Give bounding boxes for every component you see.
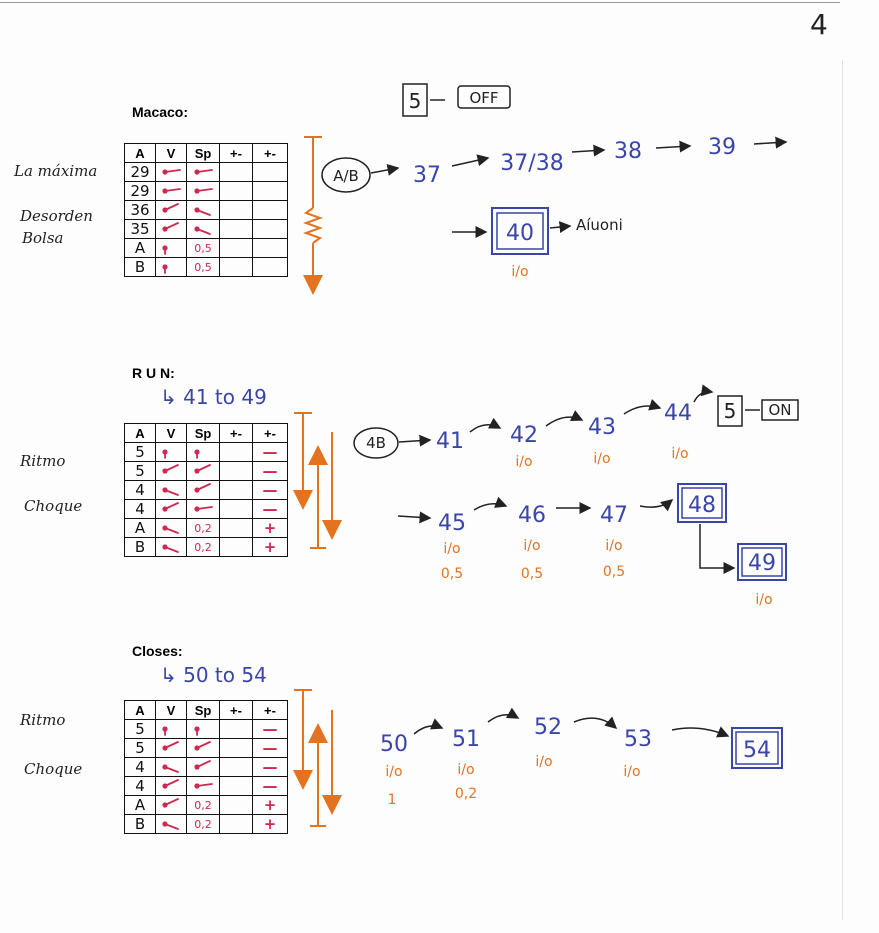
cell-a: 4 [125,481,156,500]
flow-start: 4B [366,434,386,452]
cell-sp: 0,5 [187,239,220,258]
cell-pm-2: — [253,500,288,519]
flow-node: 53 [624,727,652,752]
section-title-macaco: Macaco: [132,104,189,120]
flow-node: 39 [708,135,736,160]
flow-node: 44 [664,401,692,426]
section-title-closes: Closes: [132,643,183,659]
left-note: Choque [24,497,83,515]
flow-node: 46 [518,503,546,528]
column-header: V [156,424,187,443]
flow-label: i/o [535,754,553,770]
cell-pm-2: — [253,739,288,758]
flow-label: i/o [755,592,773,608]
cell-a: 5 [125,462,156,481]
flow-value: 0,5 [520,566,544,582]
cell-a: 29 [125,163,156,182]
cell-pm-2: + [253,815,288,834]
flow-node: 45 [438,511,466,536]
flow-node: 50 [380,732,408,757]
section-subtitle-closes: ↳ 50 to 54 [160,663,267,687]
flow-label: i/o [385,764,403,780]
flow-node: 37 [413,163,441,188]
column-header: +- [253,701,288,720]
box-label: ON [768,401,792,419]
left-note: La máxima [14,162,98,180]
left-note: Ritmo [20,452,66,470]
flow-node: 41 [436,429,464,454]
cell-a: 29 [125,182,156,201]
box-label: OFF [469,89,499,107]
column-header: Sp [187,424,220,443]
cell-pm-2: — [253,758,288,777]
orange-range-bar-run [294,413,332,548]
column-header: A [125,701,156,720]
cell-a: A [125,239,156,258]
section-title-run: R U N: [132,365,175,381]
flow-node-boxed: 49 [748,551,776,576]
flow-node-boxed: 40 [506,221,534,246]
flow-value: 0,5 [602,564,626,580]
flow-note: Aíuoni [576,216,623,234]
cell-a: B [125,258,156,277]
cell-a: 4 [125,758,156,777]
cell-a: 35 [125,220,156,239]
header-boxes-macaco [403,84,510,116]
flow-label: i/o [457,762,475,778]
flow-node: 38 [614,139,642,164]
flow-node: 37/38 [500,151,564,176]
left-note: Bolsa [22,229,64,247]
flow-node: 51 [452,727,480,752]
cell-a: 4 [125,777,156,796]
cell-sp: 0,2 [187,519,220,538]
cell-pm-2: — [253,481,288,500]
cell-sp: 0,2 [187,538,220,557]
box-label: 5 [408,89,422,113]
flow-diagram-closes [380,715,782,808]
flow-node-boxed: 54 [743,738,771,763]
cell-pm-2: — [253,720,288,739]
column-header: +- [220,701,253,720]
left-note: Ritmo [20,711,66,729]
cell-a: 5 [125,443,156,462]
cell-pm-2: — [253,462,288,481]
column-header: V [156,701,187,720]
column-header: +- [220,144,253,163]
cell-pm-2: + [253,796,288,815]
column-header: +- [220,424,253,443]
flow-label: i/o [623,764,641,780]
cell-a: A [125,519,156,538]
page-number: 4 [810,8,828,41]
left-note: Desorden [20,207,93,225]
flow-label: i/o [593,451,611,467]
cell-pm-2: + [253,519,288,538]
flow-value: 0,5 [440,566,464,582]
flow-diagram-macaco [322,135,786,280]
cell-sp: 0,5 [187,258,220,277]
column-header: +- [253,144,288,163]
flow-node: 42 [510,423,538,448]
column-header: Sp [187,701,220,720]
cell-a: 36 [125,201,156,220]
column-header: V [156,144,187,163]
cell-a: B [125,538,156,557]
left-note: Choque [24,760,83,778]
cell-pm-2: — [253,777,288,796]
cell-a: A [125,796,156,815]
flow-start: A/B [333,167,359,185]
header-boxes-run [718,396,798,426]
column-header: Sp [187,144,220,163]
cell-sp: 0,2 [187,796,220,815]
column-header: A [125,424,156,443]
flow-value: 1 [387,792,397,808]
flow-label: i/o [515,454,533,470]
cell-pm-2: + [253,538,288,557]
flow-label: i/o [443,541,461,557]
flow-label: i/o [605,538,623,554]
column-header: +- [253,424,288,443]
flow-diagram-run [354,392,786,608]
orange-range-bar-macaco [304,137,322,285]
cell-sp: 0,2 [187,815,220,834]
flow-label: i/o [523,538,541,554]
flow-value: 0,2 [454,786,478,802]
cell-pm-2: — [253,443,288,462]
cell-a: 4 [125,500,156,519]
column-header: A [125,144,156,163]
flow-node: 52 [534,715,562,740]
cell-a: 5 [125,739,156,758]
flow-node-boxed: 48 [688,493,716,518]
flow-label: i/o [671,446,689,462]
box-label: 5 [723,399,737,423]
flow-label: i/o [511,264,529,280]
orange-range-bar-closes [294,690,332,826]
flow-node: 43 [588,415,616,440]
cell-a: 5 [125,720,156,739]
cell-a: B [125,815,156,834]
flow-node: 47 [600,503,628,528]
section-subtitle-run: ↳ 41 to 49 [160,385,267,409]
